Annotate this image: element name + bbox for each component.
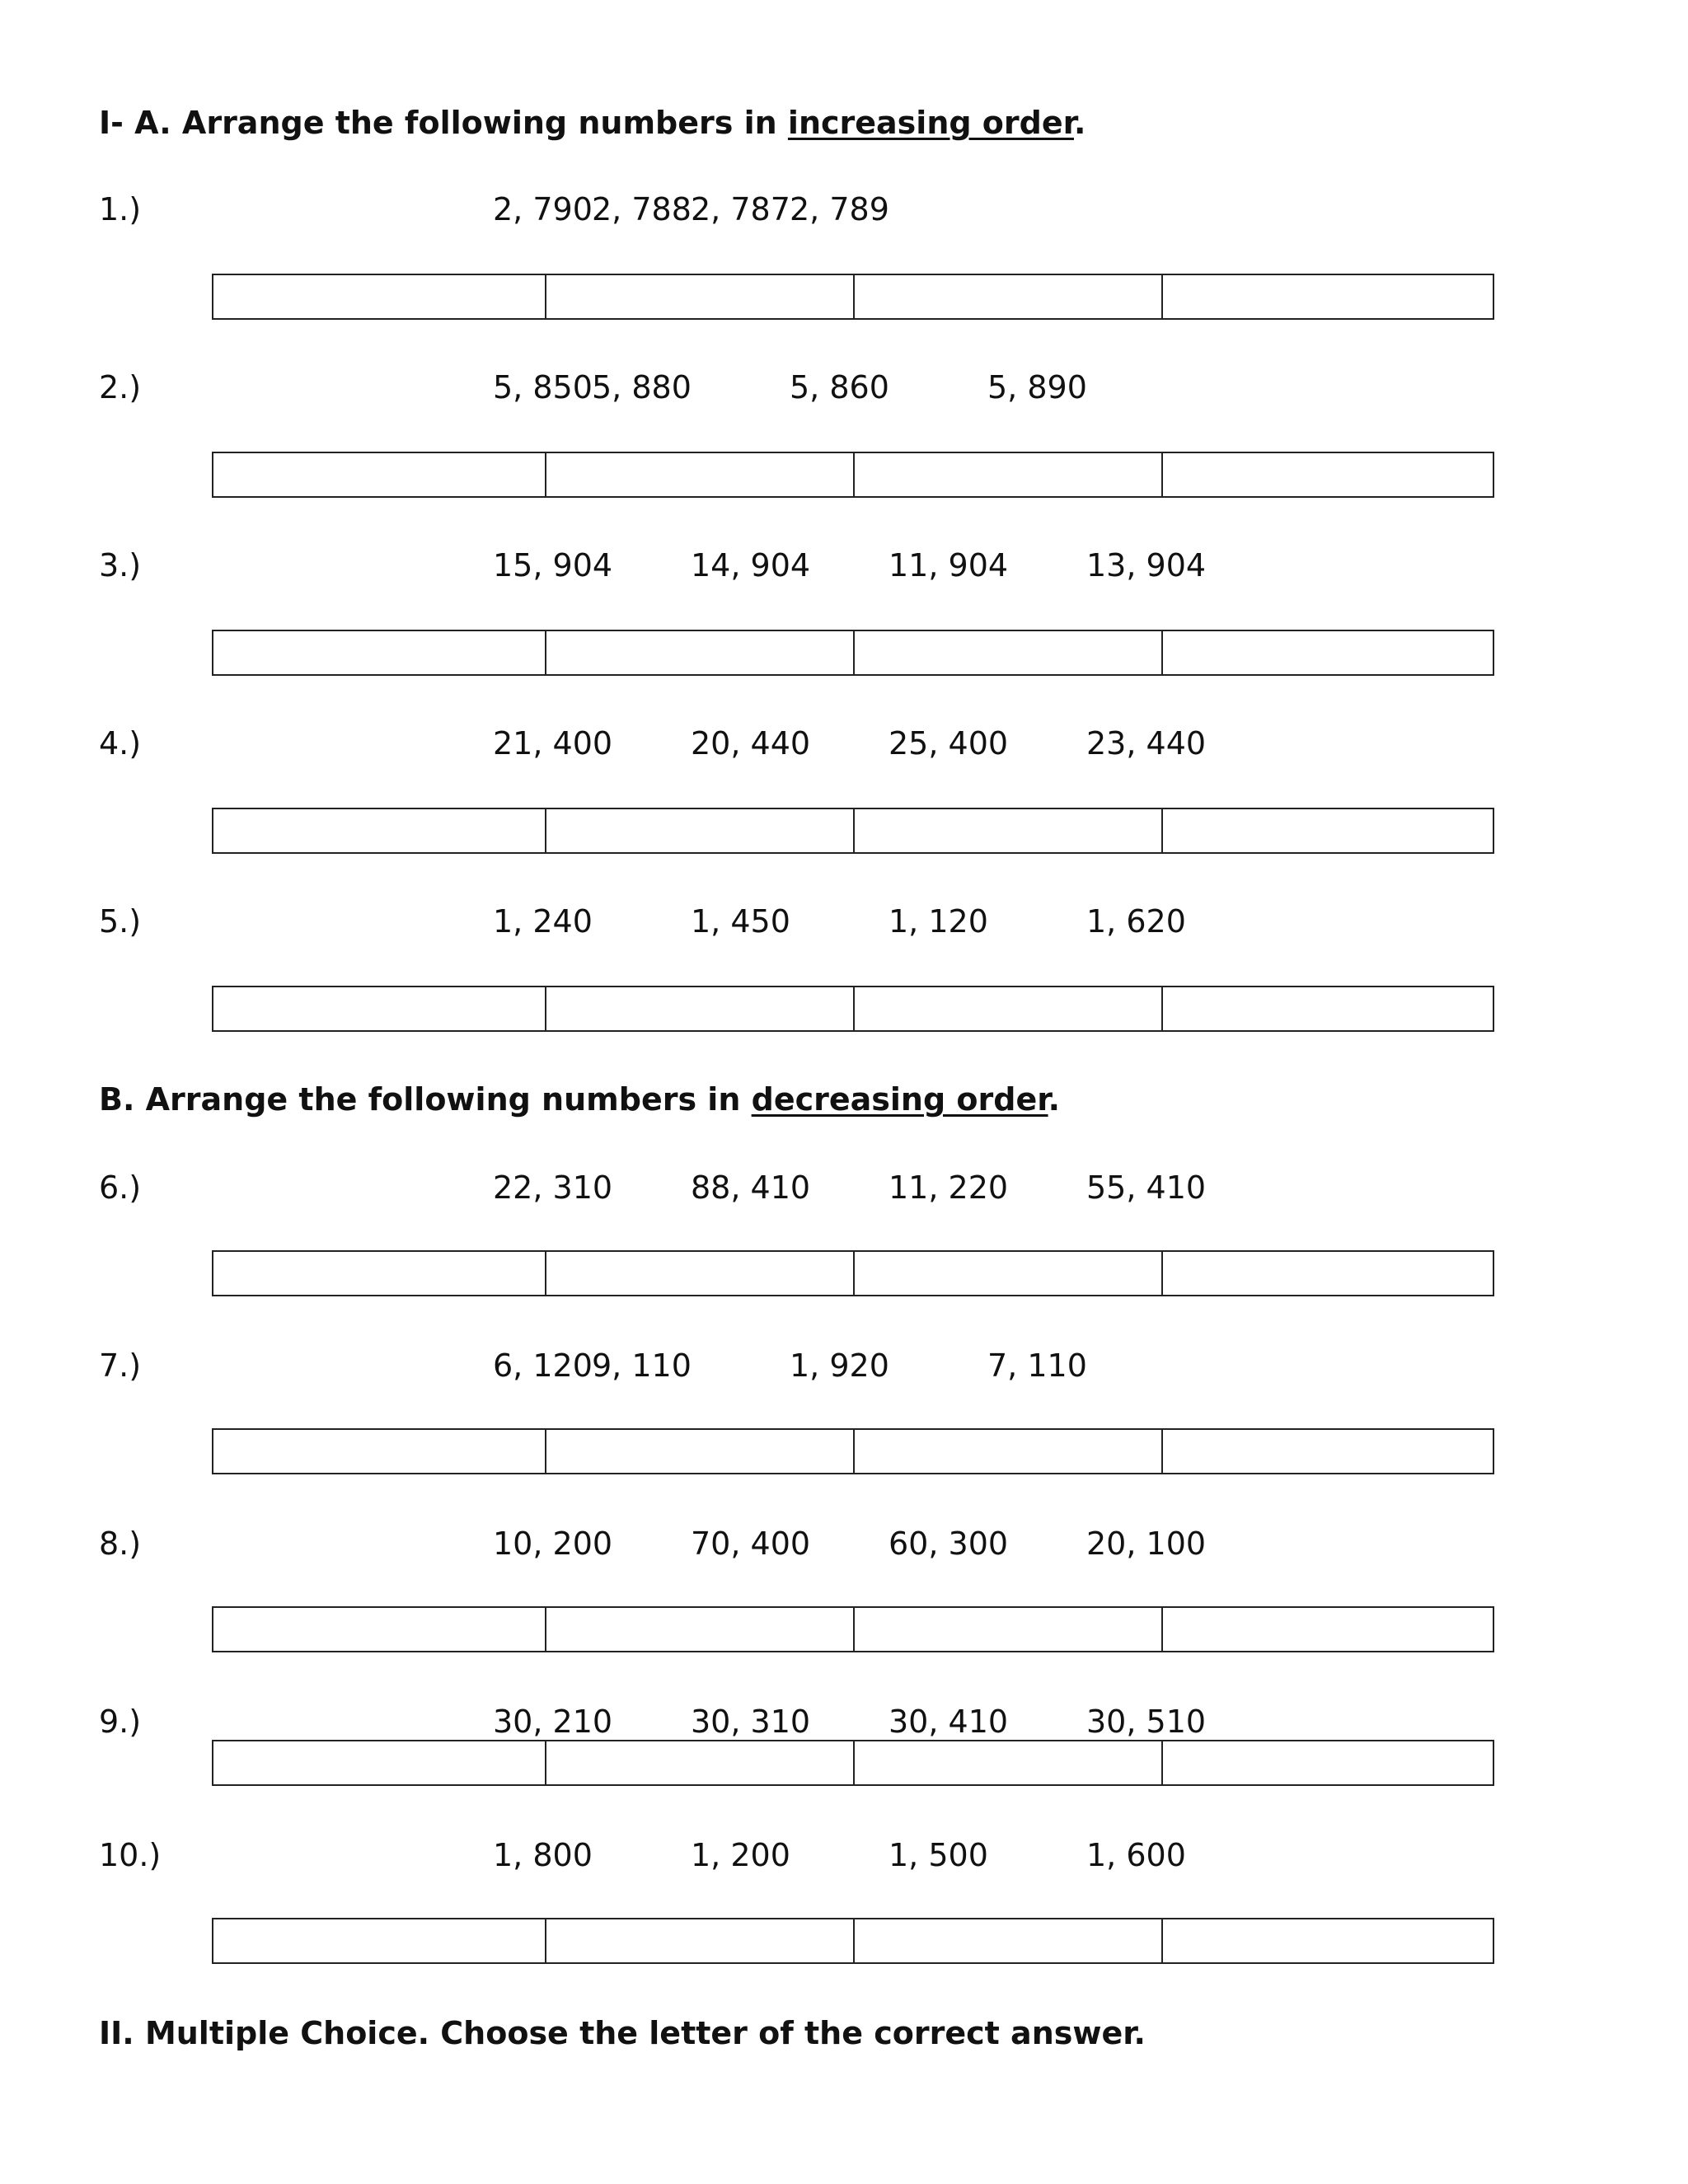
- item-9-answer-box-1[interactable]: [213, 1741, 546, 1784]
- item-1-number-3: 2, 787: [691, 191, 790, 227]
- item-2-label: 2.): [99, 369, 142, 405]
- item-10-answer-boxes: [212, 1918, 1494, 1964]
- item-8-answer-boxes: [212, 1606, 1494, 1652]
- item-10-answer-box-1[interactable]: [213, 1919, 546, 1962]
- item-9-label: 9.): [99, 1704, 142, 1740]
- section-2-heading: II. Multiple Choice. Choose the letter of the correct answer.: [99, 2015, 1146, 2051]
- item-8-answer-box-4[interactable]: [1163, 1608, 1493, 1651]
- item-5-number-3: 1, 120: [889, 903, 988, 940]
- item-3-answer-box-2[interactable]: [546, 631, 855, 674]
- item-5-answer-box-2[interactable]: [546, 987, 855, 1030]
- item-4-answer-box-4[interactable]: [1163, 809, 1493, 852]
- item-9-answer-box-4[interactable]: [1163, 1741, 1493, 1784]
- item-8-number-3: 60, 300: [889, 1526, 1009, 1562]
- item-7-answer-box-2[interactable]: [546, 1430, 855, 1473]
- item-6-number-4: 55, 410: [1086, 1169, 1207, 1206]
- item-7-number-1: 6, 120: [493, 1347, 593, 1384]
- item-3-number-1: 15, 904: [493, 547, 613, 583]
- item-6-answer-box-3[interactable]: [855, 1252, 1163, 1295]
- item-9-answer-box-3[interactable]: [855, 1741, 1163, 1784]
- item-4-number-4: 23, 440: [1086, 725, 1207, 762]
- item-1-number-2: 2, 788: [592, 191, 692, 227]
- item-3-number-3: 11, 904: [889, 547, 1009, 583]
- item-9-answer-box-2[interactable]: [546, 1741, 855, 1784]
- item-2-number-1: 5, 850: [493, 369, 593, 405]
- item-5-answer-boxes: [212, 986, 1494, 1032]
- item-2-number-4: 5, 890: [987, 369, 1087, 405]
- item-3-number-4: 13, 904: [1086, 547, 1207, 583]
- item-7-answer-box-3[interactable]: [855, 1430, 1163, 1473]
- item-9-number-1: 30, 210: [493, 1704, 613, 1740]
- item-4-answer-box-2[interactable]: [546, 809, 855, 852]
- section-a-heading-period: .: [1073, 105, 1086, 141]
- item-5-label: 5.): [99, 903, 142, 940]
- section-b-heading: [99, 1079, 1060, 1120]
- item-10-number-4: 1, 600: [1086, 1837, 1186, 1873]
- item-8-answer-box-2[interactable]: [546, 1608, 855, 1651]
- section-a-heading: [99, 102, 1085, 143]
- item-8-label: 8.): [99, 1526, 142, 1562]
- item-7-number-3: 1, 920: [790, 1347, 889, 1384]
- item-1-number-1: 2, 790: [493, 191, 593, 227]
- item-5-number-4: 1, 620: [1086, 903, 1186, 940]
- item-5-number-1: 1, 240: [493, 903, 593, 940]
- item-9-number-3: 30, 410: [889, 1704, 1009, 1740]
- item-2-answer-boxes: [212, 452, 1494, 498]
- section-b-heading-text: B. Arrange the following numbers in: [99, 1081, 752, 1118]
- item-1-answer-boxes: [212, 274, 1494, 320]
- item-10-answer-box-4[interactable]: [1163, 1919, 1493, 1962]
- item-10-label: 10.): [99, 1837, 162, 1873]
- item-8-number-4: 20, 100: [1086, 1526, 1207, 1562]
- item-6-number-2: 88, 410: [691, 1169, 811, 1206]
- item-1-answer-box-1[interactable]: [213, 275, 546, 318]
- item-10-answer-box-2[interactable]: [546, 1919, 855, 1962]
- item-1-answer-box-2[interactable]: [546, 275, 855, 318]
- section-b-heading-emphasis: decreasing order: [751, 1081, 1048, 1118]
- item-3-answer-box-3[interactable]: [855, 631, 1163, 674]
- item-4-answer-box-1[interactable]: [213, 809, 546, 852]
- item-4-answer-boxes: [212, 808, 1494, 854]
- item-9-answer-boxes: [212, 1740, 1494, 1786]
- item-1-answer-box-3[interactable]: [855, 275, 1163, 318]
- item-7-answer-box-1[interactable]: [213, 1430, 546, 1473]
- item-10-number-3: 1, 500: [889, 1837, 988, 1873]
- item-3-answer-box-1[interactable]: [213, 631, 546, 674]
- item-5-answer-box-1[interactable]: [213, 987, 546, 1030]
- item-4-answer-box-3[interactable]: [855, 809, 1163, 852]
- item-7-label: 7.): [99, 1347, 142, 1384]
- section-b-heading-period: .: [1048, 1081, 1060, 1118]
- item-7-answer-boxes: [212, 1428, 1494, 1474]
- item-10-answer-box-3[interactable]: [855, 1919, 1163, 1962]
- item-9-number-4: 30, 510: [1086, 1704, 1207, 1740]
- section-a-heading-text: I- A. Arrange the following numbers in: [99, 105, 788, 141]
- item-9-number-2: 30, 310: [691, 1704, 811, 1740]
- item-5-answer-box-3[interactable]: [855, 987, 1163, 1030]
- item-6-label: 6.): [99, 1169, 142, 1206]
- item-3-number-2: 14, 904: [691, 547, 811, 583]
- item-8-answer-box-1[interactable]: [213, 1608, 546, 1651]
- item-4-number-2: 20, 440: [691, 725, 811, 762]
- item-2-answer-box-2[interactable]: [546, 453, 855, 496]
- item-8-number-1: 10, 200: [493, 1526, 613, 1562]
- item-3-answer-boxes: [212, 630, 1494, 676]
- item-2-number-2: 5, 880: [592, 369, 692, 405]
- item-7-answer-box-4[interactable]: [1163, 1430, 1493, 1473]
- item-7-number-2: 9, 110: [592, 1347, 692, 1384]
- item-10-number-1: 1, 800: [493, 1837, 593, 1873]
- item-4-number-1: 21, 400: [493, 725, 613, 762]
- item-2-answer-box-3[interactable]: [855, 453, 1163, 496]
- item-8-number-2: 70, 400: [691, 1526, 811, 1562]
- item-8-answer-box-3[interactable]: [855, 1608, 1163, 1651]
- item-1-number-4: 2, 789: [790, 191, 889, 227]
- item-2-number-3: 5, 860: [790, 369, 889, 405]
- item-6-number-3: 11, 220: [889, 1169, 1009, 1206]
- item-4-label: 4.): [99, 725, 142, 762]
- item-6-number-1: 22, 310: [493, 1169, 613, 1206]
- item-10-number-2: 1, 200: [691, 1837, 790, 1873]
- item-1-answer-box-4[interactable]: [1163, 275, 1493, 318]
- item-2-answer-box-4[interactable]: [1163, 453, 1493, 496]
- section-a-heading-emphasis: increasing order: [787, 105, 1074, 141]
- item-6-answer-box-4[interactable]: [1163, 1252, 1493, 1295]
- item-6-answer-box-2[interactable]: [546, 1252, 855, 1295]
- item-2-answer-box-1[interactable]: [213, 453, 546, 496]
- item-5-number-2: 1, 450: [691, 903, 790, 940]
- item-6-answer-boxes: [212, 1250, 1494, 1296]
- item-6-answer-box-1[interactable]: [213, 1252, 546, 1295]
- item-4-number-3: 25, 400: [889, 725, 1009, 762]
- item-3-answer-box-4[interactable]: [1163, 631, 1493, 674]
- item-7-number-4: 7, 110: [987, 1347, 1087, 1384]
- item-1-label: 1.): [99, 191, 142, 227]
- item-5-answer-box-4[interactable]: [1163, 987, 1493, 1030]
- item-3-label: 3.): [99, 547, 142, 583]
